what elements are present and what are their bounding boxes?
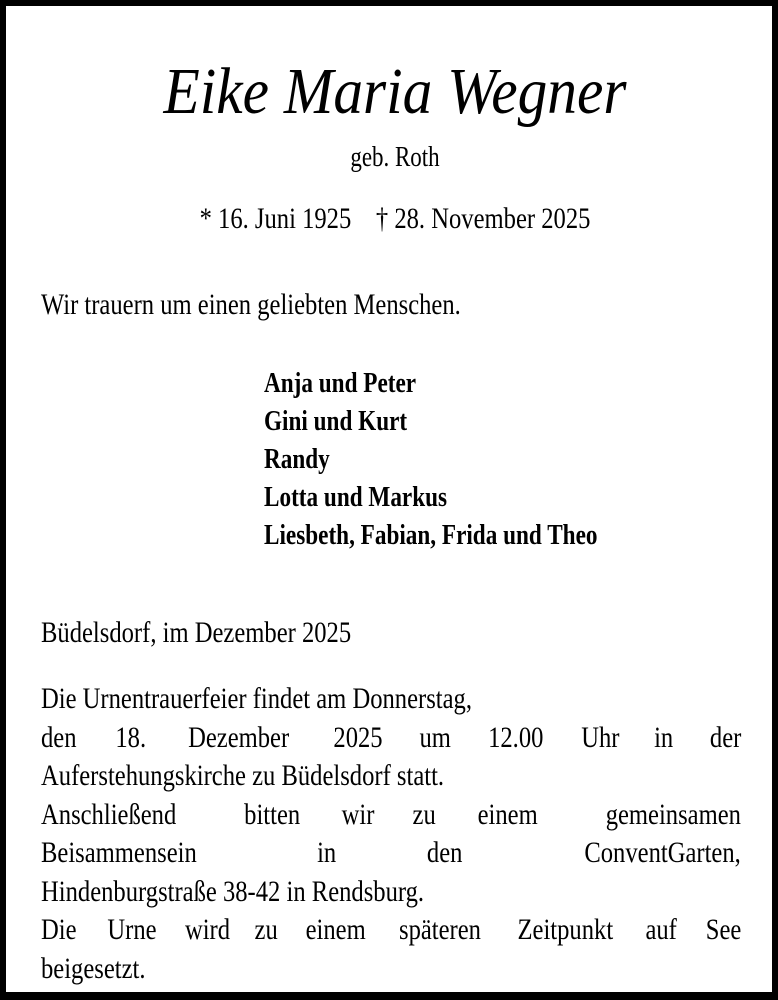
word: den xyxy=(426,836,463,869)
line-text: Auferstehungskirche zu Büdelsdorf statt. xyxy=(41,759,445,792)
word: in xyxy=(317,836,337,869)
service-line xyxy=(41,911,741,950)
word: in xyxy=(653,720,673,754)
service-line xyxy=(41,680,741,719)
word: zu xyxy=(255,913,279,946)
mourner: Liesbeth, Fabian, Frida und Theo xyxy=(264,519,598,551)
deceased-name: Eike Maria Wegner xyxy=(163,55,627,128)
service-line xyxy=(41,719,741,758)
word: wird xyxy=(184,913,230,946)
mourning-line: Wir trauern um einen geliebten Menschen. xyxy=(41,288,461,321)
line-text: Die Urnentrauerfeier findet am Donnerstag, xyxy=(41,682,472,715)
word: der xyxy=(709,720,741,754)
word: auf xyxy=(645,913,677,946)
word: See xyxy=(705,913,741,946)
service-line xyxy=(41,873,741,912)
mourners-list xyxy=(264,364,597,554)
word: Beisammensein xyxy=(41,836,197,869)
word: einem xyxy=(305,913,366,946)
service-details xyxy=(41,680,741,988)
word: Urne xyxy=(107,913,157,946)
word: den xyxy=(41,720,77,754)
service-line xyxy=(41,950,741,989)
word: ConventGarten, xyxy=(584,836,741,869)
word: Die xyxy=(41,913,77,946)
life-dates xyxy=(76,202,714,236)
word: Dezember xyxy=(188,720,290,754)
mourner: Randy xyxy=(264,443,330,475)
word: späteren xyxy=(398,913,481,946)
mourner: Anja und Peter xyxy=(264,367,417,399)
mourner: Lotta und Markus xyxy=(264,481,448,513)
word: Anschließend xyxy=(41,797,177,831)
word: 12.00 xyxy=(488,720,544,754)
word: 2025 xyxy=(333,720,383,754)
word: 18. xyxy=(115,720,147,754)
place-date: Büdelsdorf, im Dezember 2025 xyxy=(41,616,352,649)
death-date: † 28. November 2025 xyxy=(375,202,591,235)
line-text: Hindenburgstraße 38-42 in Rendsburg. xyxy=(41,874,425,908)
birth-date: * 16. Juni 1925 xyxy=(199,202,352,235)
birth-name: geb. Roth xyxy=(350,142,440,173)
mourner: Gini und Kurt xyxy=(264,405,408,437)
word: um xyxy=(419,720,451,754)
word: Uhr xyxy=(581,720,620,754)
word: bitten xyxy=(244,797,301,831)
word: zu xyxy=(412,797,437,831)
word: Zeitpunkt xyxy=(517,913,614,946)
service-line xyxy=(41,757,741,796)
word: wir xyxy=(341,797,375,831)
word: einem xyxy=(477,797,538,831)
service-line xyxy=(41,834,741,873)
line-text: beigesetzt. xyxy=(41,951,146,985)
word: gemeinsamen xyxy=(605,797,741,831)
service-line xyxy=(41,796,741,835)
